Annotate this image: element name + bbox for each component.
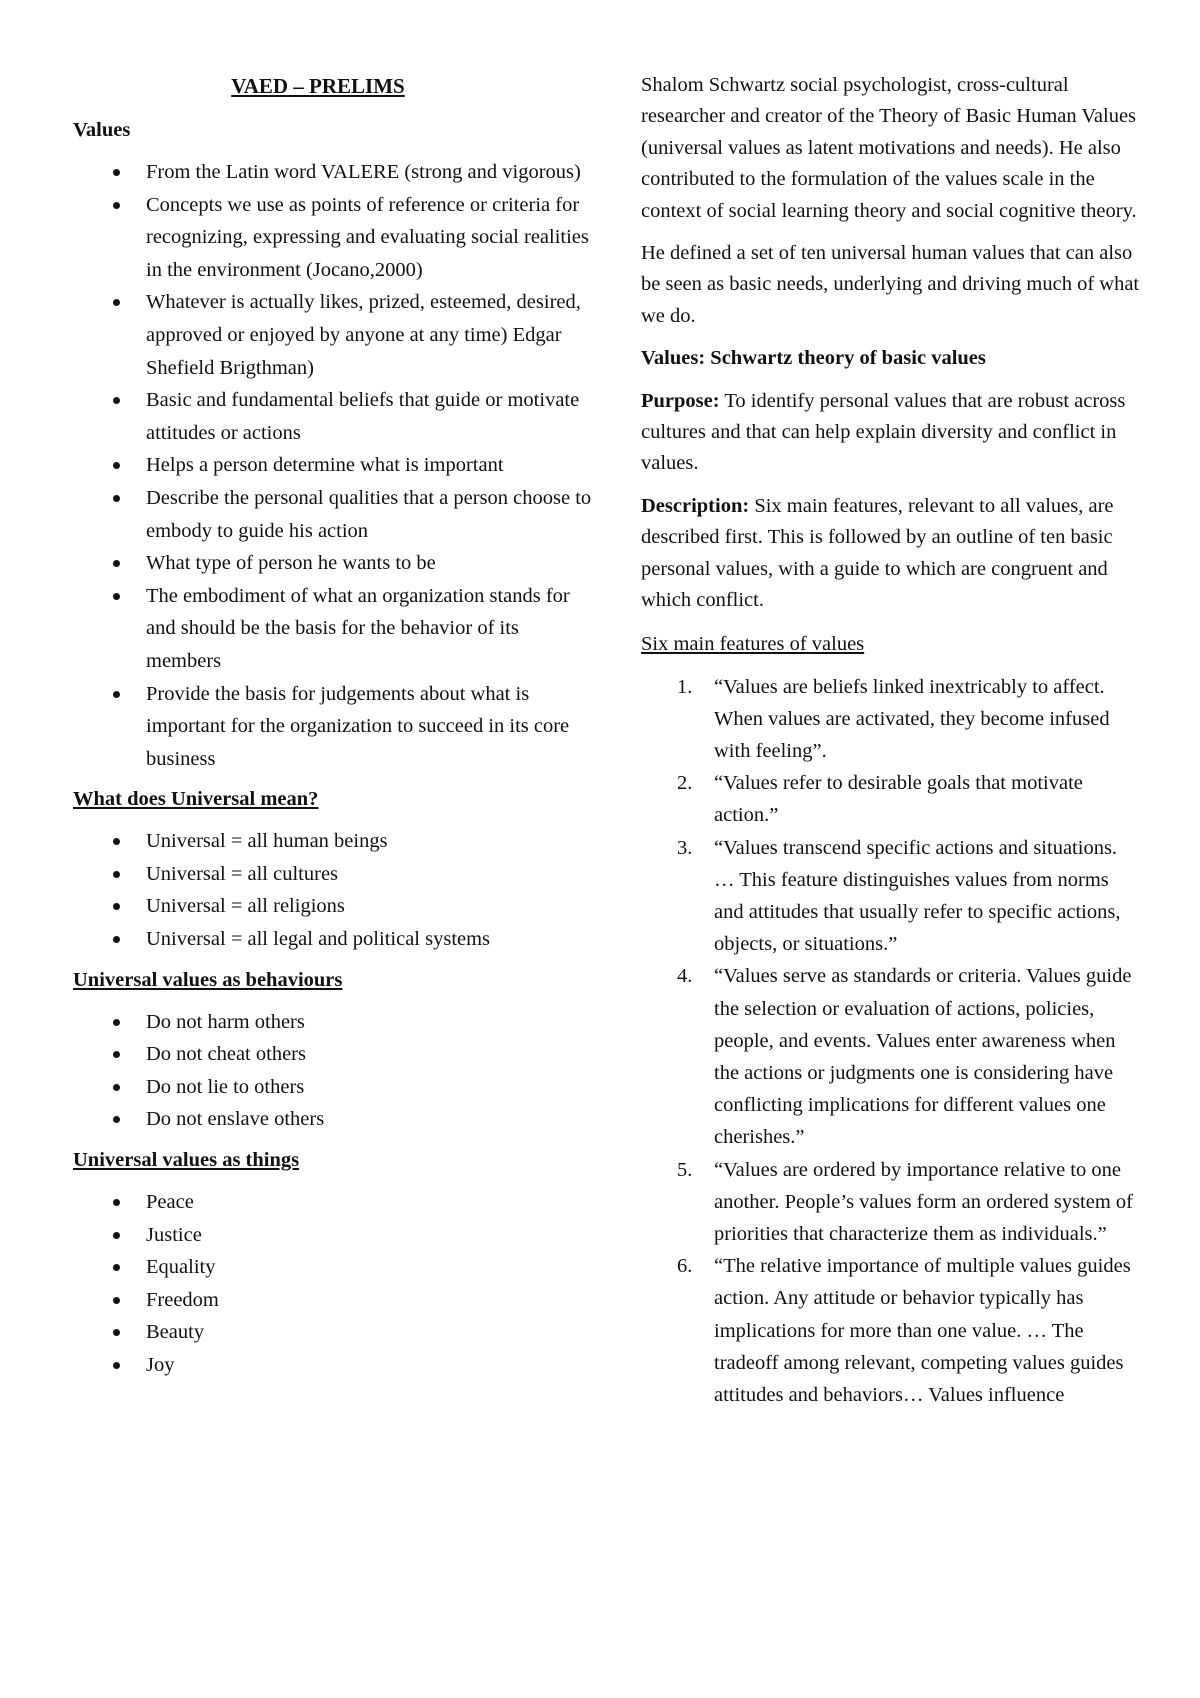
feature-item (641, 832, 1141, 961)
list-item-text: Joy (146, 1354, 175, 1376)
bullet-icon (113, 691, 120, 698)
list-item (73, 1349, 593, 1382)
list-item-text: Provide the basis for judgements about what is important for the organization to succeed in its core business (146, 682, 570, 770)
list-item (73, 449, 593, 482)
description-text: Six main features, relevant to all values, are described first. This is followed by an outline of ten basic personal values, with a guide to which are congruent and which conflict. (641, 494, 1114, 612)
document-title: VAED – PRELIMS (231, 74, 405, 98)
bullet-icon (113, 397, 120, 404)
list-item (73, 1071, 593, 1104)
values-heading: Values (73, 119, 131, 141)
feature-item (641, 1154, 1141, 1251)
feature-text: “Values are ordered by importance relative to one another. People’s values form an ordered system of priorities that characterize them as individuals.” (714, 1158, 1133, 1245)
list-item-text: Freedom (146, 1288, 219, 1311)
feature-text: “Values are beliefs linked inextricably to affect. When values are activated, they become infused with feeling”. (714, 675, 1110, 762)
bullet-icon (113, 462, 120, 469)
feature-text: “Values refer to desirable goals that motivate action.” (714, 772, 1083, 827)
list-item-text: Peace (146, 1191, 194, 1214)
bullet-icon (113, 299, 120, 306)
list-item (73, 1219, 593, 1252)
list-item (73, 1103, 593, 1136)
list-item-text: Whatever is actually likes, prized, esteemed, desired, approved or enjoyed by anyone at any time) Edgar Shefield Brigthman) (146, 291, 581, 379)
feature-item (641, 960, 1141, 1153)
list-item (73, 1251, 593, 1284)
list-item-text: The embodiment of what an organization stands for and should be the basis for the behavior of its members (146, 584, 570, 672)
list-item-text: Do not lie to others (146, 1075, 305, 1098)
values-list (73, 156, 593, 775)
schwartz-intro-paragraph: Shalom Schwartz social psychologist, cross-cultural researcher and creator of the Theory of Basic Human Values (universal values as latent motivations and needs). He also contributed to the formulation of the values scale in the context of social learning theory and social cognitive theory. (641, 74, 1137, 222)
bullet-icon (113, 169, 120, 176)
list-item-text: What type of person he wants to be (146, 552, 436, 575)
feature-number: 2. (677, 772, 693, 795)
list-item-text: Beauty (146, 1321, 205, 1344)
list-item (73, 858, 593, 891)
feature-number: 1. (677, 675, 693, 698)
things-list (73, 1186, 593, 1382)
bullet-icon (113, 1232, 120, 1239)
list-item-text: Justice (146, 1223, 202, 1246)
left-column (73, 70, 593, 1390)
list-item-text: Universal = all religions (146, 895, 345, 918)
bullet-icon (113, 593, 120, 600)
bullet-icon (113, 903, 120, 910)
bullet-icon (113, 495, 120, 502)
things-heading: Universal values as things (73, 1149, 300, 1172)
bullet-icon (113, 1297, 120, 1304)
feature-number: 3. (677, 836, 693, 859)
list-item (73, 1006, 593, 1039)
feature-number: 6. (677, 1255, 693, 1278)
features-heading: Six main features of values (641, 632, 865, 655)
list-item (73, 923, 593, 956)
feature-text: “Values transcend specific actions and situations. … This feature distinguishes values from norms and attitudes that usually refer to specific actions, objects, or situations.” (714, 836, 1121, 956)
list-item-text: Do not enslave others (146, 1108, 325, 1131)
behaviours-list (73, 1006, 593, 1136)
list-item (73, 580, 593, 678)
list-item (73, 189, 593, 287)
bullet-icon (113, 1329, 120, 1336)
features-list (641, 671, 1141, 1412)
universal-list (73, 825, 593, 955)
list-item-text: Universal = all legal and political systems (146, 928, 491, 951)
list-item (73, 384, 593, 449)
list-item (73, 286, 593, 384)
feature-text: “Values serve as standards or criteria. Values guide the selection or evaluation of actions, policies, people, and events. Values enter awareness when the actions or judgments one is considering have conflicting implications for different values one cherishes.” (714, 965, 1132, 1149)
universal-heading: What does Universal mean? (73, 788, 319, 811)
bullet-icon (113, 936, 120, 943)
feature-number: 4. (677, 965, 693, 988)
feature-text: “The relative importance of multiple values guides action. Any attitude or behavior typically has implications for more than one value. … The tradeoff among relevant, competing values guides attitudes and behaviors… Values influence (714, 1255, 1131, 1406)
list-item-text: Concepts we use as points of reference or criteria for recognizing, expressing and evaluating social realities in the environment (Jocano,2000) (146, 193, 589, 281)
list-item (73, 678, 593, 776)
list-item (73, 156, 593, 189)
bullet-icon (113, 1199, 120, 1206)
description-paragraph (641, 491, 1141, 617)
list-item (73, 1186, 593, 1219)
list-item (73, 825, 593, 858)
list-item-text: Universal = all human beings (146, 830, 388, 853)
purpose-paragraph (641, 386, 1141, 480)
schwartz-heading-text: Values: Schwartz theory of basic values (641, 347, 986, 370)
bullet-icon (113, 1362, 120, 1369)
feature-item (641, 767, 1141, 831)
behaviours-heading: Universal values as behaviours (73, 968, 343, 991)
purpose-label: Purpose: (641, 389, 720, 412)
list-item-text: Basic and fundamental beliefs that guide or motivate attitudes or actions (146, 389, 580, 444)
ten-values-paragraph: He defined a set of ten universal human values that can also be seen as basic needs, underlying and driving much of what we do. (641, 242, 1140, 327)
schwartz-heading (641, 343, 1141, 374)
bullet-icon (113, 1051, 120, 1058)
bullet-icon (113, 871, 120, 878)
list-item (73, 890, 593, 923)
feature-item (641, 1250, 1141, 1411)
list-item (73, 482, 593, 547)
description-label: Description: (641, 494, 750, 517)
list-item-text: From the Latin word VALERE (strong and vigorous) (146, 161, 581, 183)
bullet-icon (113, 838, 120, 845)
list-item-text: Do not harm others (146, 1010, 305, 1033)
purpose-text: To identify personal values that are robust across cultures and that can help explain diversity and conflict in values. (641, 389, 1126, 475)
list-item-text: Equality (146, 1256, 216, 1279)
bullet-icon (113, 1084, 120, 1091)
bullet-icon (113, 1019, 120, 1026)
list-item-text: Do not cheat others (146, 1043, 306, 1066)
list-item-text: Describe the personal qualities that a person choose to embody to guide his action (146, 486, 592, 542)
bullet-icon (113, 560, 120, 567)
list-item (73, 547, 593, 580)
list-item (73, 1284, 593, 1317)
list-item-text: Universal = all cultures (146, 862, 339, 885)
bullet-icon (113, 1116, 120, 1123)
right-column (641, 70, 1141, 1411)
bullet-icon (113, 202, 120, 209)
list-item (73, 1316, 593, 1349)
bullet-icon (113, 1264, 120, 1271)
list-item (73, 1038, 593, 1071)
feature-item (641, 671, 1141, 768)
list-item-text: Helps a person determine what is important (146, 454, 504, 477)
feature-number: 5. (677, 1158, 693, 1181)
